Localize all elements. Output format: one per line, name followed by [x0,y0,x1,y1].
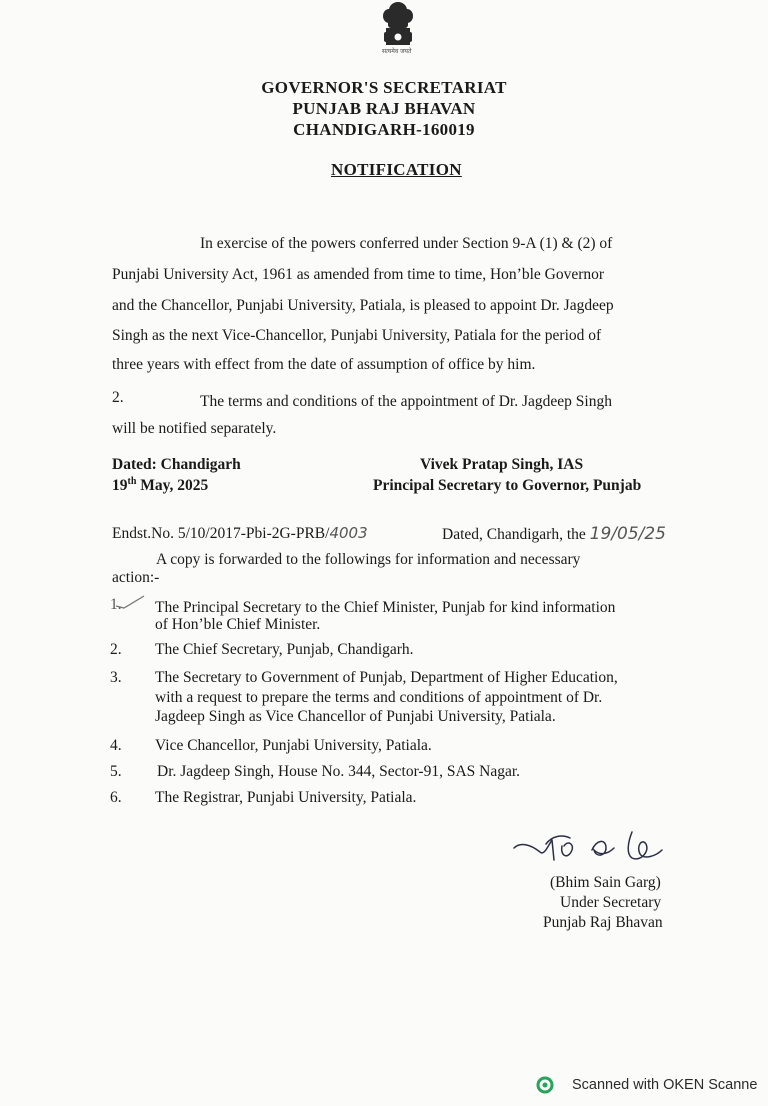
list-item: The Registrar, Punjabi University, Patiala. [155,789,417,806]
list-item: of Hon’ble Chief Minister. [155,616,321,633]
dated-place: Dated: Chandigarh [112,456,241,473]
list-item: Dr. Jagdeep Singh, House No. 344, Sector-91, SAS Nagar. [157,763,521,780]
list-item-number: 4. [110,737,122,754]
header-secretariat: GOVERNOR'S SECRETARIAT [261,78,507,97]
para1-line: three years with effect from the date of assumption of office by him. [112,356,536,373]
para2-number: 2. [112,389,124,406]
list-item: Vice Chancellor, Punjabi University, Patiala. [155,737,432,754]
para1-line: Singh as the next Vice-Chancellor, Punjabi University, Patiala for the period of [112,327,602,344]
list-item: Jagdeep Singh as Vice Chancellor of Punjabi University, Patiala. [155,708,556,725]
under-secretary-name: (Bhim Sain Garg) [550,874,661,891]
signatory-designation: Principal Secretary to Governor, Punjab [373,477,642,494]
emblem-motto: सत्यमेव जयते [382,48,412,55]
list-item-number: 3. [110,669,122,686]
list-item-number: 1. [110,596,122,613]
under-secretary-office: Punjab Raj Bhavan [543,914,663,931]
handwritten-signature [510,826,680,870]
endorsement-number: Endst.No. 5/10/2017-Pbi-2G-PRB/4003 [112,524,368,542]
list-item: The Principal Secretary to the Chief Minister, Punjab for kind information [155,599,616,616]
tick-mark-icon [112,594,148,612]
list-item: The Secretary to Government of Punjab, Department of Higher Education, [155,669,618,686]
para2-line: will be notified separately. [112,420,277,437]
under-secretary-designation: Under Secretary [560,894,662,911]
list-item: The Chief Secretary, Punjab, Chandigarh. [155,641,414,658]
list-item: with a request to prepare the terms and conditions of appointment of Dr. [155,689,603,706]
signatory-name: Vivek Pratap Singh, IAS [420,456,584,473]
para1-line: Punjabi University Act, 1961 as amended from time to time, Hon’ble Governor [112,266,605,283]
copy-forward-text: action:- [112,569,160,586]
para2-line: The terms and conditions of the appointment of Dr. Jagdeep Singh [200,393,612,410]
copy-forward-text: A copy is forwarded to the followings for information and necessary [156,551,581,568]
para1-line: and the Chancellor, Punjabi University, Patiala, is pleased to appoint Dr. Jagdeep [112,297,614,314]
scanner-watermark: Scanned with OKEN Scanne [572,1077,758,1093]
oken-logo-icon [536,1076,554,1094]
header-raj-bhavan: PUNJAB RAJ BHAVAN [292,99,476,118]
header-city: CHANDIGARH-160019 [293,120,475,139]
endorsement-dated: Dated, Chandigarh, the 19/05/25 [442,524,666,544]
list-item-number: 2. [110,641,122,658]
dated-date: 19th May, 2025 [112,476,209,495]
list-item-number: 5. [110,763,122,780]
page-title: NOTIFICATION [331,160,462,179]
list-item-number: 6. [110,789,122,806]
para1-line: In exercise of the powers conferred under Section 9-A (1) & (2) of [200,235,613,252]
